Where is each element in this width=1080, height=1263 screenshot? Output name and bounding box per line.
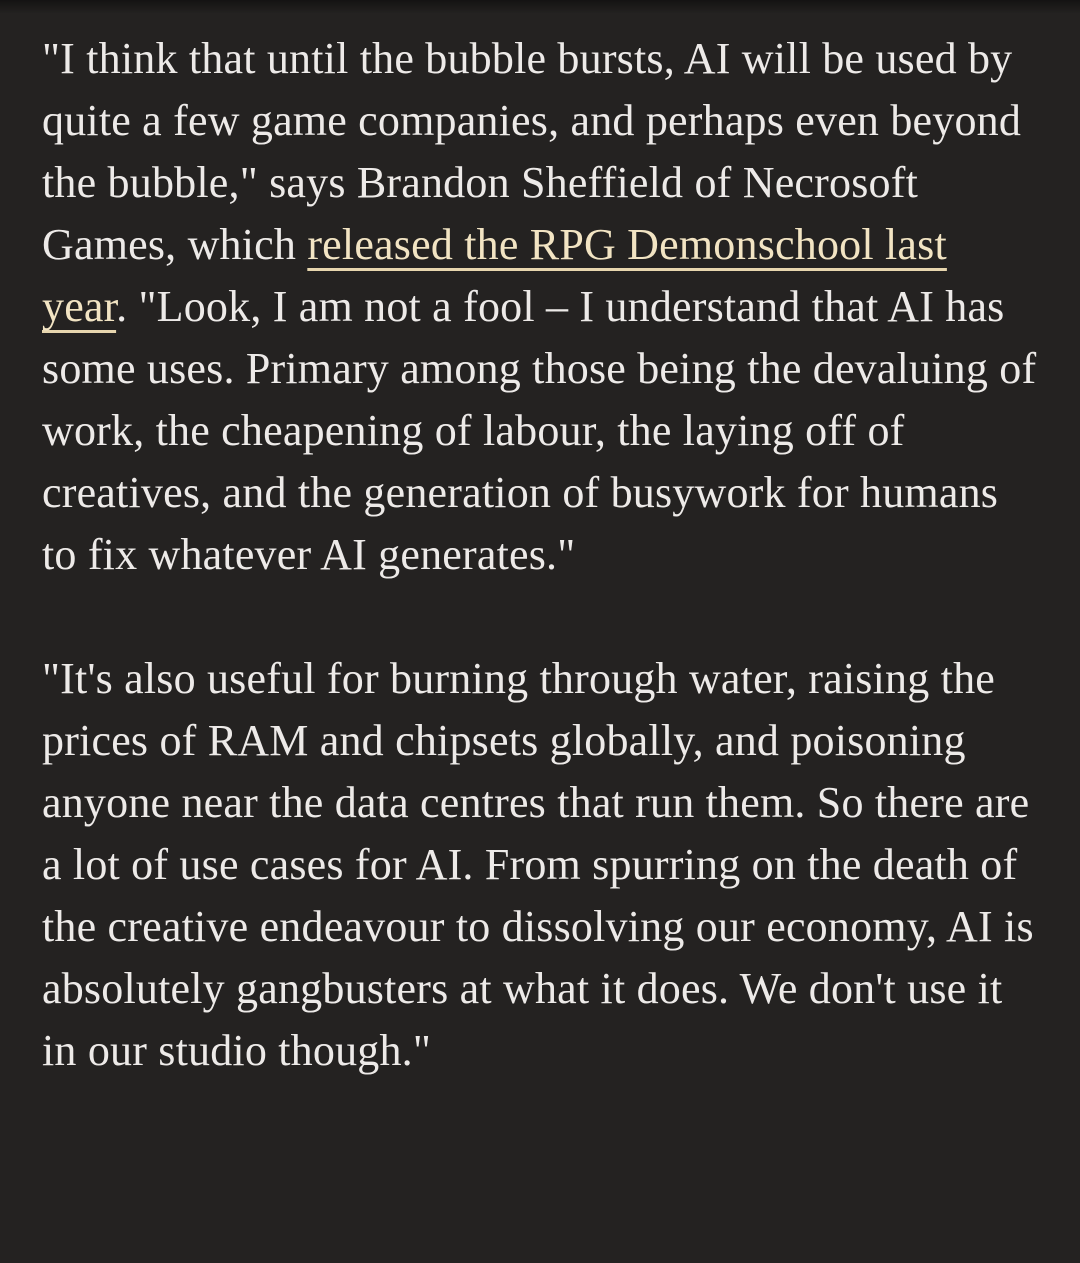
- paragraph1-text-after-link: . "Look, I am not a fool – I understand that AI has some uses. Primary among those being the devaluing of work, the cheapening of labour, the laying off of creatives, and the generation of busywork for humans to fix whatever AI generates.": [42, 282, 1037, 579]
- paragraph1-text-before-link: "I think that until the bubble bursts, AI will be used by quite a few game companies, and perhaps even beyond the bubble," says Brandon Sheffield of Necrosoft Games, which: [42, 34, 1022, 269]
- top-edge-shadow: [0, 0, 1080, 14]
- demonschool-release-link[interactable]: released the RPG Demonschool last year: [42, 220, 947, 331]
- article-paragraph-quote-1: [42, 28, 1038, 586]
- article-body: [42, 28, 1038, 1082]
- article-paragraph-quote-2: "It's also useful for burning through water, raising the prices of RAM and chipsets globally, and poisoning anyone near the data centres that run them. So there are a lot of use cases for AI. From spurring on the death of the creative endeavour to dissolving our economy, AI is absolutely gangbusters at what it does. We don't use it in our studio though.": [42, 654, 1034, 1075]
